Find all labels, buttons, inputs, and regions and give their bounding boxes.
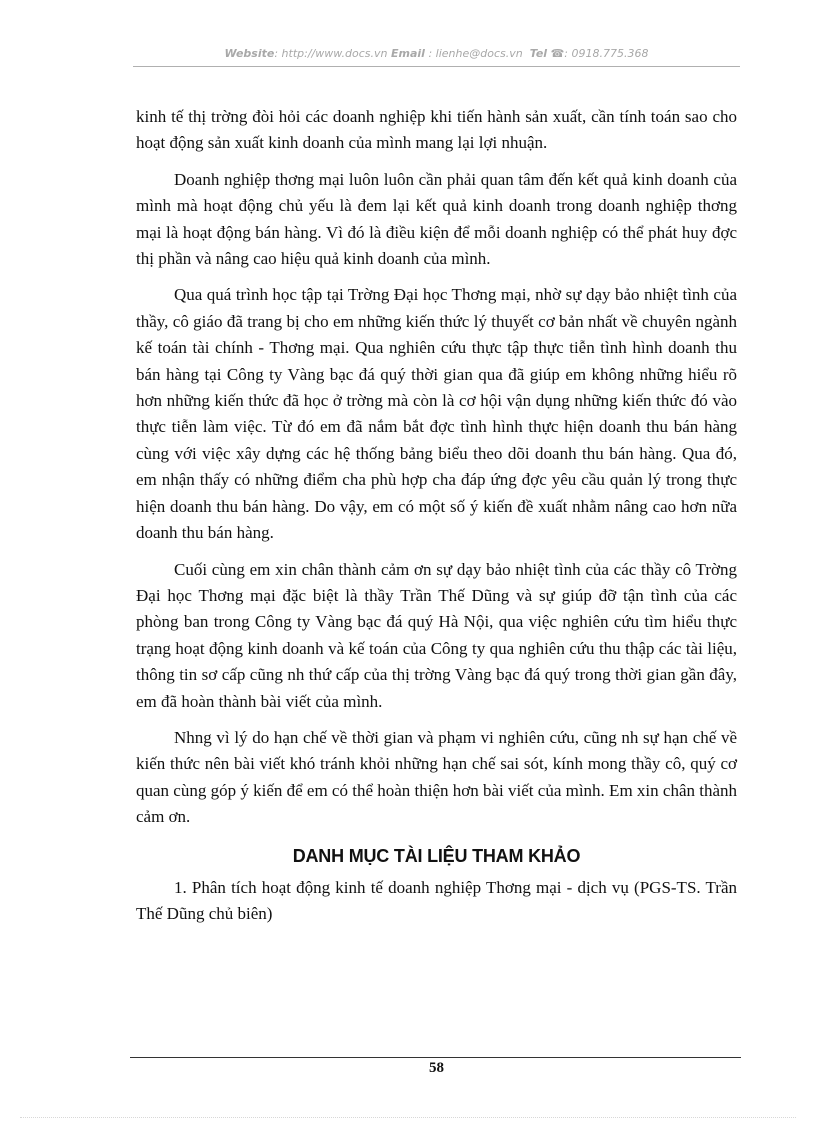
paragraph-study-process: Qua quá trình học tập tại Trờng Đại học Thơng mại, nhờ sự dạy bảo nhiệt tình của thầy, cô giáo đã trang bị cho em những kiến thức lý thuyết cơ bản nhất về chuyên ngành kế toán tài chính - Thơng mại. Qua nghiên cứu thực tập thực tiễn tình hình doanh thu bán hàng tại Công ty Vàng bạc đá quý thời gian qua đã giúp em không những hiểu rõ hơn những kiến thức đã học ở trờng mà còn là cơ hội vận dụng những kiến thức đó vào thực tiễn làm việc. Từ đó em đã nắm bắt đợc tình hình thực hiện doanh thu bán hàng cùng với việc xây dựng các hệ thống bảng biểu theo dõi doanh thu bán hàng. Qua đó, em nhận thấy có những điểm cha phù hợp cha đáp ứng đợc yêu cầu quản lý trong thực hiện doanh thu bán hàng. Do vậy, em có một số ý kiến đề xuất nhằm nâng cao hơn nữa doanh thu bán hàng. <box>136 285 737 543</box>
page-number: 58 <box>429 1060 444 1076</box>
references-heading: DANH MỤC TÀI LIỆU THAM KHẢO <box>292 845 581 866</box>
tel-value: ☎: 0918.775.368 <box>550 47 649 60</box>
email-label: Email <box>391 47 425 60</box>
reference-item: 1. Phân tích hoạt động kinh tế doanh nghiệp Thơng mại - dịch vụ (PGS-TS. Trần Thế Dũng chủ biên) <box>136 877 737 923</box>
website-label: Website <box>224 47 275 60</box>
page-bottom-border <box>20 1117 796 1118</box>
website-value: : http://www.docs.vn <box>274 47 388 60</box>
paragraph-acknowledgement: Cuối cùng em xin chân thành cảm ơn sự dạy bảo nhiệt tình của các thầy cô Trờng Đại học Thơng mại đặc biệt là thầy Trần Thế Dũng và sự giúp đỡ tận tình của các phòng ban trong Công ty Vàng bạc đá quý Hà Nội, qua việc nghiên cứu tìm hiểu thực trạng hoạt động kinh doanh và kế toán của Công ty qua nghiên cứu thu thập các tài liệu, thông tin sơ cấp cũng nh thứ cấp của thị trờng Vàng bạc đá quý trong thời gian gần đây, em đã hoàn thành bài viết của mình. <box>136 559 737 711</box>
page-header <box>133 47 740 60</box>
paragraph-sales-importance: Doanh nghiệp thơng mại luôn luôn cần phải quan tâm đến kết quả kinh doanh của mình mà hoạt động chủ yếu là đem lại kết quả kinh doanh trong doanh nghiệp thơng mại là hoạt động bán hàng. Vì đó là điều kiện để mỗi doanh nghiệp có thể phát huy đợc thị phần và nâng cao hiệu quả kinh doanh của mình. <box>136 169 737 269</box>
tel-label: Tel <box>529 47 548 60</box>
paragraph-limitations: Nhng vì lý do hạn chế về thời gian và phạm vi nghiên cứu, cũng nh sự hạn chế về kiến thức nên bài viết khó tránh khỏi những hạn chế sai sót, kính mong thầy cô, quý cơ quan cùng góp ý kiến để em có thể hoàn thiện hơn bài viết của mình. Em xin chân thành cảm ơn. <box>136 727 738 827</box>
email-value: : lienhe@docs.vn <box>424 47 523 60</box>
document-body <box>136 104 737 937</box>
paragraph-continuation: kinh tế thị trờng đòi hỏi các doanh nghiệp khi tiến hành sản xuất, cần tính toán sao cho hoạt động sản xuất kinh doanh của mình mang lại lợi nhuận. <box>136 107 737 153</box>
header-rule <box>133 66 740 67</box>
footer-rule <box>130 1057 741 1058</box>
